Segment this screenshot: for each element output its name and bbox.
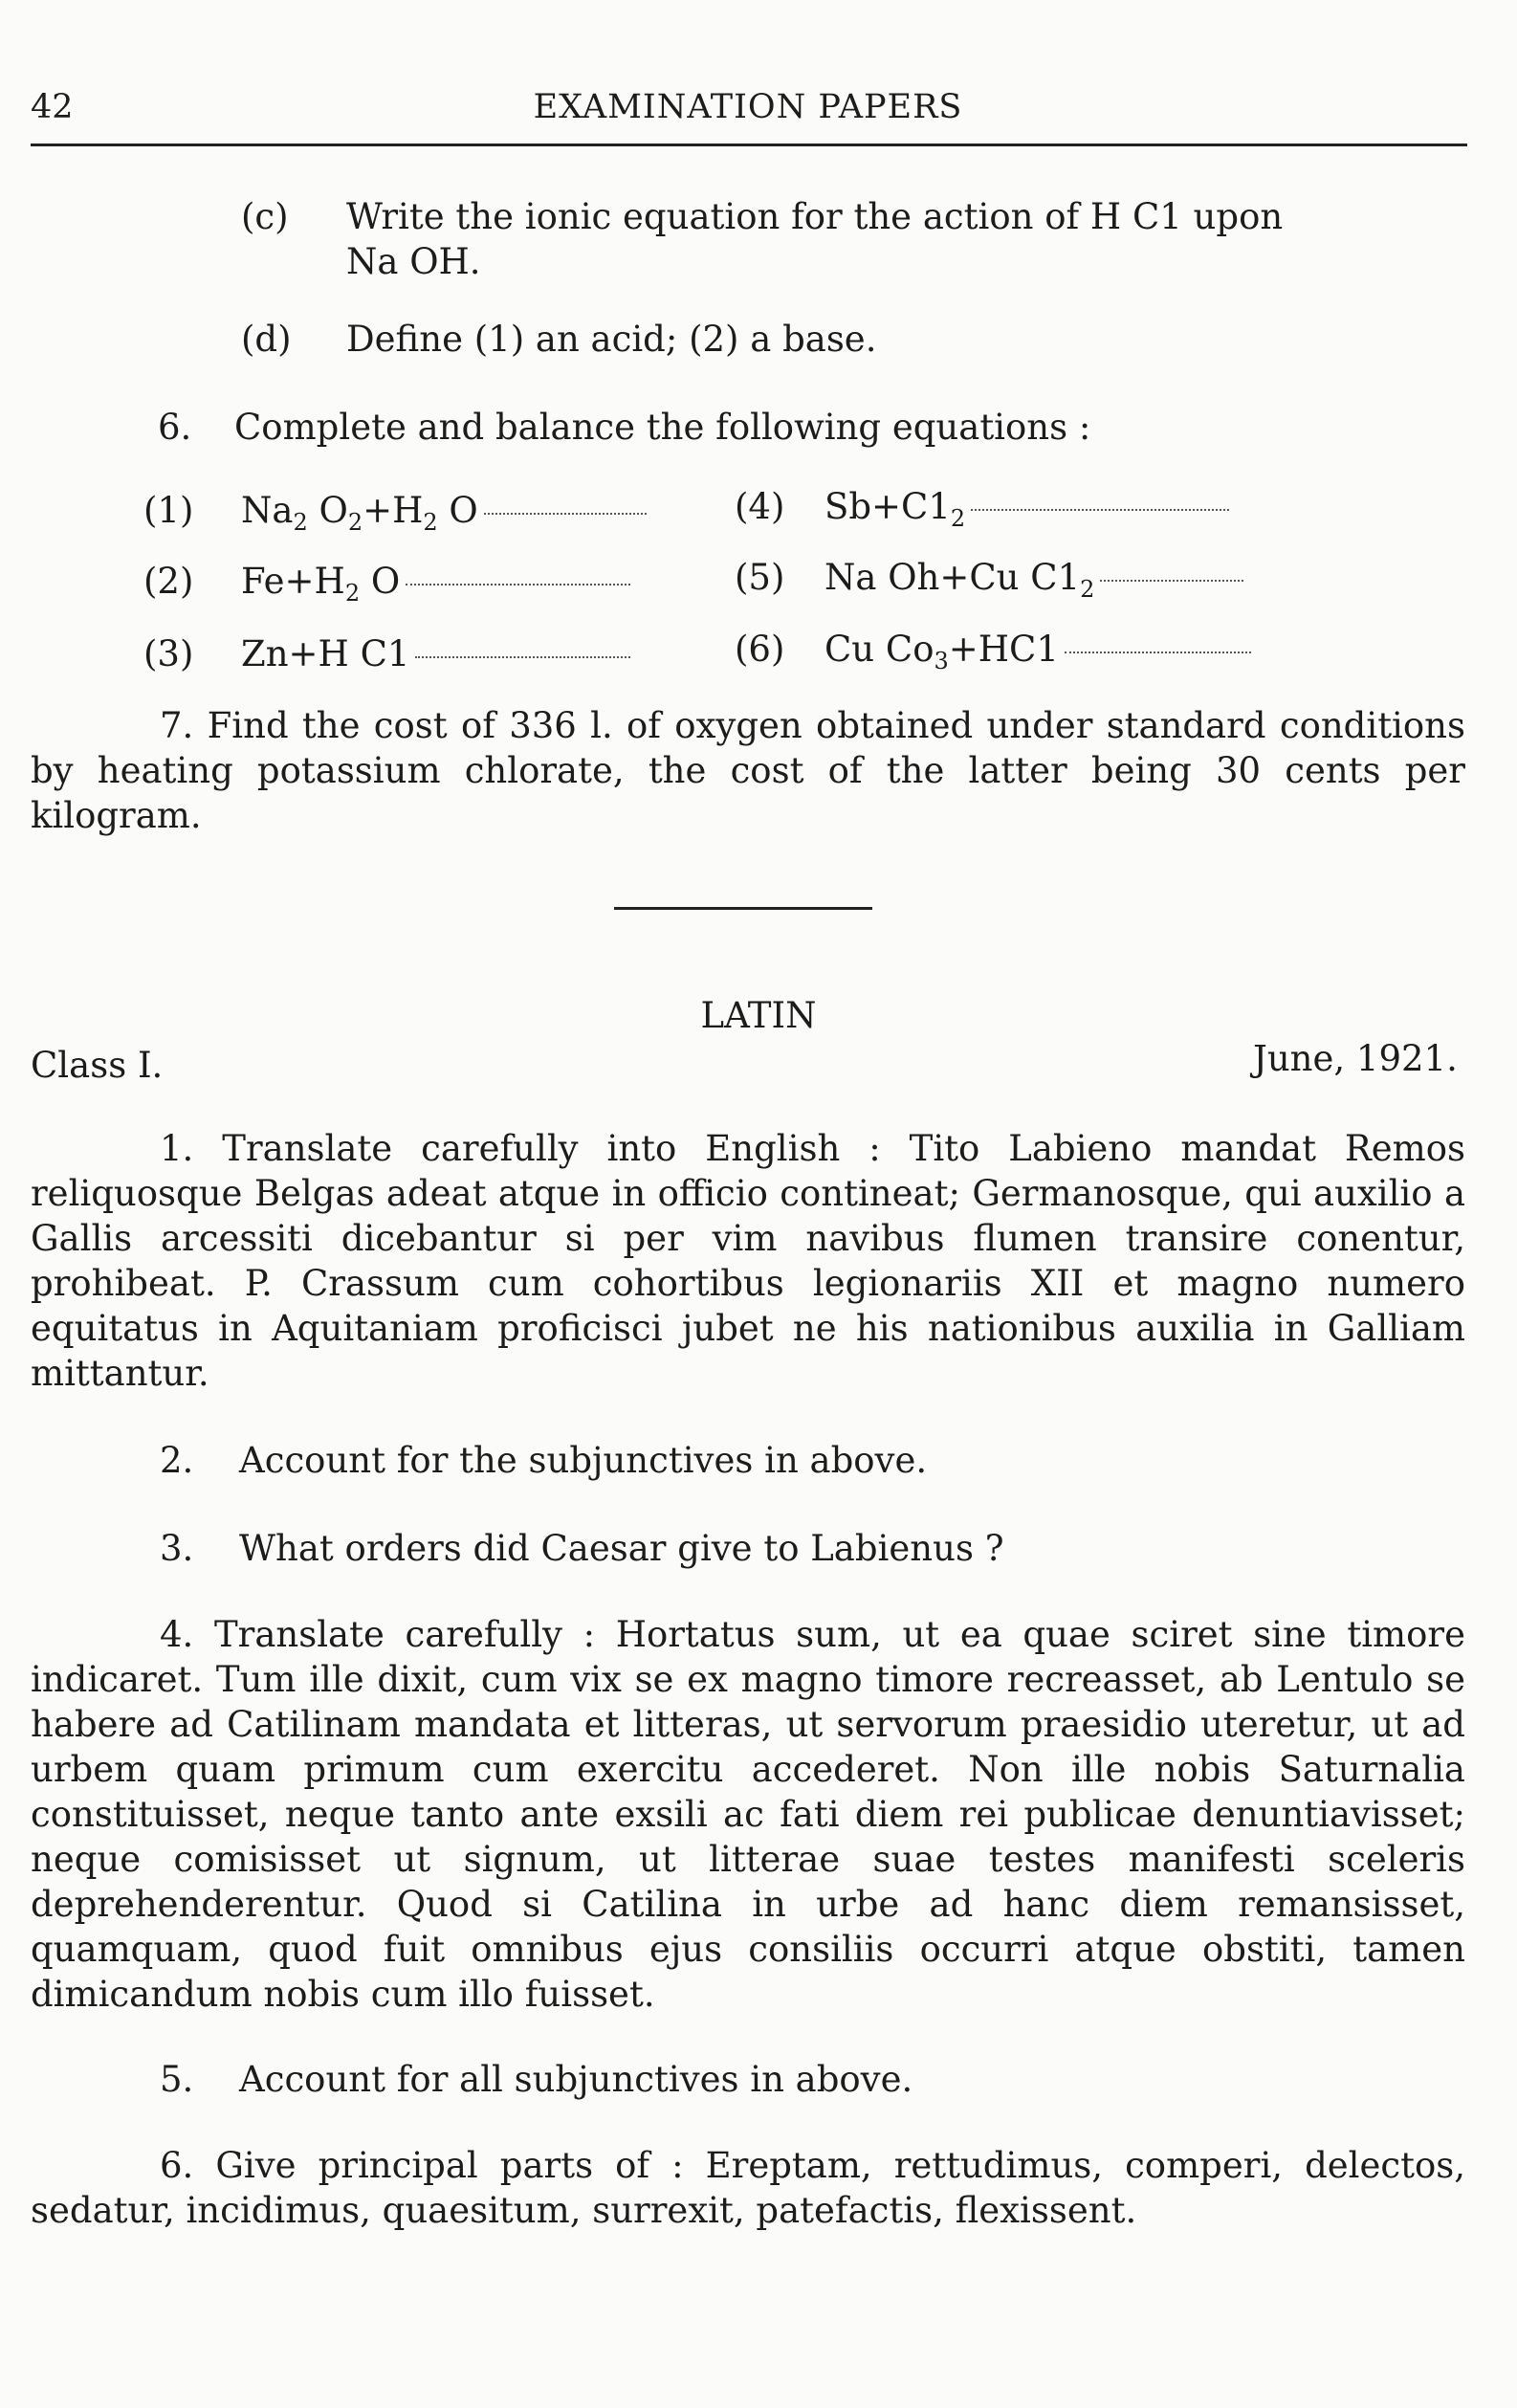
section-separator (614, 907, 872, 910)
running-header (31, 77, 1465, 134)
eq6-text (824, 629, 1251, 682)
eq6-label: (6) (735, 629, 785, 670)
latin-q4 (31, 1612, 1465, 2017)
eq3-label: (3) (143, 633, 194, 674)
eq3-text (241, 633, 630, 675)
latin-q6 (31, 2143, 1465, 2233)
eq3-formula: Zn+H C1 (241, 633, 410, 674)
eq1-formula: $Na_2$ $O_2+H_2$ O (241, 490, 478, 536)
item-c-text-line1: Write the ionic equation for the action of H C1 upon (346, 196, 1284, 237)
q6-number: 6. (158, 407, 192, 448)
eq2-label: (2) (143, 561, 194, 602)
item-c-text-line2: Na OH. (346, 241, 481, 282)
latin-q2-number: 2. (160, 1440, 194, 1481)
latin-q4-text: Translate carefully : Hortatus sum, ut ea quae sciret sine timore indicaret. Tum ille dixit, cum vix se ex magno timore recreasset, ab Lentulo se habere ad Catilinam mandata et litteras, ut servorum praesidio uteretur, ut ad urbem quam primum cum exercitu accederet. Non ille nobis Saturnalia constituisset, neque tanto ante exsili ac fati diem rei publicae denuntiavisset; neque comisisset ut signum, ut litterae suae testes manifesti sceleris deprehenderentur. Quod si Catilina in urbe ad hanc diem remansisset, quamquam, quod fuit omnibus ejus consiliis occurri atque obstiti, tamen dimicandum nobis cum illo fuisset. (31, 1614, 1465, 2015)
item-d-text: Define (1) an acid; (2) a base. (346, 319, 877, 360)
eq2-formula: $Fe+H_2$ O (241, 561, 401, 607)
eq2-blank (406, 584, 630, 585)
header-rule (31, 144, 1467, 146)
eq5-text (824, 557, 1243, 610)
eq6-blank (1065, 652, 1251, 653)
page-number: 42 (31, 88, 74, 126)
q7-number: 7. (160, 705, 194, 746)
eq1-text (241, 490, 647, 543)
latin-q5-text: Account for all subjunctives in above. (239, 2059, 913, 2100)
latin-q1 (31, 1126, 1465, 1396)
eq5-formula: Na Oh+Cu $C1_2$ (824, 557, 1095, 603)
class-label: Class I. (31, 1045, 164, 1086)
latin-q3-number: 3. (160, 1528, 194, 1569)
eq5-blank (1100, 580, 1243, 582)
eq4-formula: $Sb+C1_2$ (824, 486, 966, 532)
latin-q4-number: 4. (160, 1614, 194, 1655)
eq5-label: (5) (735, 557, 785, 598)
q7-paragraph (31, 703, 1465, 838)
item-d-label: (d) (241, 319, 292, 360)
latin-q2-text: Account for the subjunctives in above. (239, 1440, 928, 1481)
q6-text: Complete and balance the following equations : (234, 407, 1091, 448)
exam-date: June, 1921. (1253, 1038, 1458, 1079)
eq1-blank (484, 513, 647, 515)
eq4-label: (4) (735, 486, 785, 527)
eq3-blank (415, 656, 630, 658)
latin-heading: LATIN (700, 995, 817, 1036)
q7-text: Find the cost of 336 l. of oxygen obtained under standard conditions by heating potassium chlorate, the cost of the latter being 30 cents per kilogram. (31, 705, 1465, 836)
eq2-text (241, 561, 630, 614)
eq4-text (824, 486, 1229, 540)
running-title: EXAMINATION PAPERS (533, 88, 963, 126)
item-c-label: (c) (241, 196, 289, 237)
latin-q1-number: 1. (160, 1128, 194, 1169)
latin-q1-text: Translate carefully into English : Tito Labieno mandat Remos reliquosque Belgas adeat atque in officio contineat; Germanosque, qui auxilio a Gallis arcessiti dicebantur si per vim navibus flumen transire conentur, prohibeat. P. Crassum cum cohortibus legionariis XII et magno numero equitatus in Aquitaniam proficisci jubet ne his nationibus auxilia in Galliam mittantur. (31, 1128, 1465, 1394)
eq4-blank (971, 509, 1229, 511)
latin-q5-number: 5. (160, 2059, 194, 2100)
eq1-label: (1) (143, 490, 194, 531)
latin-q6-text: Give principal parts of : Ereptam, rettudimus, comperi, delectos, sedatur, incidimus, quaesitum, surrexit, patefactis, flexissent. (31, 2145, 1465, 2231)
latin-q3-text: What orders did Caesar give to Labienus ? (239, 1528, 1004, 1569)
eq6-formula: Cu $Co_3+HC1$ (824, 629, 1059, 674)
latin-q6-number: 6. (160, 2145, 194, 2186)
